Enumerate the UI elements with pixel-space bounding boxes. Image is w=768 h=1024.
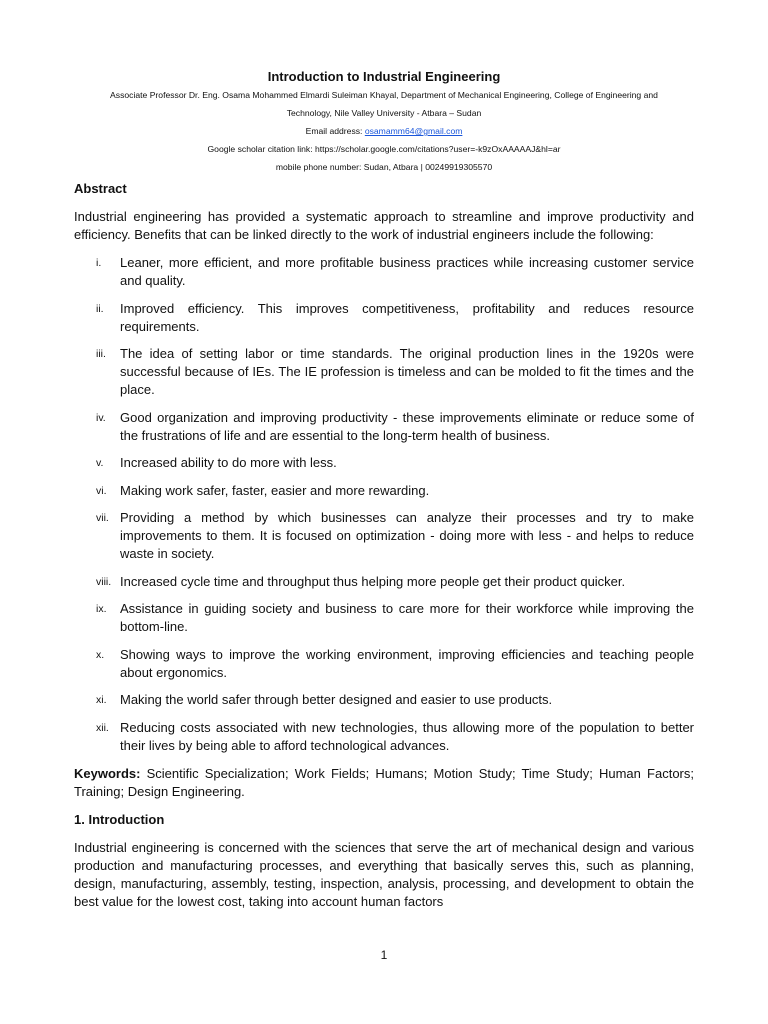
benefit-list-item — [74, 345, 694, 399]
benefit-item-text: Making the world safer through better designed and easier to use products. — [120, 692, 553, 707]
keywords-paragraph — [74, 765, 694, 801]
paper-title: Introduction to Industrial Engineering — [267, 69, 501, 84]
benefit-item-number: v. — [96, 457, 104, 469]
keywords-text: Scientific Specialization; Work Fields; Humans; Motion Study; Time Study; Human Factors; Training; Design Engineering. — [74, 765, 694, 799]
benefit-item-text: Leaner, more efficient, and more profitable business practices while increasing customer service and quality. — [120, 255, 694, 288]
benefit-list-item — [74, 454, 694, 472]
benefit-list-item — [74, 646, 694, 682]
benefit-list-item — [74, 691, 694, 709]
benefit-item-text: Increased cycle time and throughput thus helping more people get their product quicker. — [120, 573, 626, 589]
benefit-item-number: xi. — [96, 694, 107, 706]
benefit-item-text: Making work safer, faster, easier and more rewarding. — [120, 482, 430, 498]
benefit-list-item — [74, 482, 694, 500]
abstract-intro: Industrial engineering has provided a systematic approach to streamline and improve productivity and efficiency. Benefits that can be linked directly to the work of industrial engineers include the following: — [74, 209, 694, 242]
benefit-item-text: Increased ability to do more with less. — [120, 455, 337, 470]
phone-line: mobile phone number: Sudan, Atbara | 00249919305570 — [275, 162, 493, 172]
introduction-text: Industrial engineering is concerned with the sciences that serve the art of mechanical design and various production and manufacturing processes, and everything that basically serves this, such as planning, design, manufacturing, assembly, testing, inspection, analysis, processing, and development to obtain the best value for the lowest cost, taking into account human factors — [74, 839, 694, 909]
benefit-item-text: Improved efficiency. This improves competitiveness, profitability and reduces resource requirements. — [120, 300, 694, 334]
benefit-item-number: x. — [96, 648, 105, 661]
benefit-item-number: i. — [96, 257, 102, 269]
benefit-item-number: vii. — [96, 512, 109, 524]
email-line — [74, 122, 694, 140]
benefit-list-item — [74, 573, 694, 591]
benefit-item-text: The idea of setting labor or time standards. The original production lines in the 1920s were successful because of IEs. The IE profession is timeless and can be molded to fit the times and the place. — [120, 346, 694, 397]
abstract-heading: Abstract — [74, 181, 127, 196]
benefit-list-item — [74, 300, 694, 336]
benefit-item-number: iii. — [96, 348, 106, 360]
page-number: 1 — [380, 948, 388, 962]
benefits-list — [74, 254, 694, 755]
benefit-item-number: iv. — [96, 411, 106, 424]
author-affiliation-line-1: Associate Professor Dr. Eng. Osama Mohammed Elmardi Suleiman Khayal, Department of Mechanical Engineering, College of Engineering and — [110, 90, 658, 100]
benefit-item-text: Reducing costs associated with new technologies, thus allowing more of the population to better their lives by being able to afford technological advances. — [120, 719, 694, 753]
keywords-label: Keywords: — [74, 765, 141, 781]
benefit-list-item — [74, 600, 694, 636]
benefit-item-number: viii. — [96, 575, 112, 588]
benefit-item-number: vi. — [96, 484, 107, 497]
email-label: Email address: — [305, 126, 365, 136]
benefit-list-item — [74, 509, 694, 563]
benefit-list-item — [74, 254, 694, 290]
introduction-heading: 1. Introduction — [74, 811, 165, 827]
email-link[interactable]: osamamm64@gmail.com — [364, 126, 463, 136]
benefit-item-number: ix. — [96, 603, 107, 615]
benefit-item-number: ii. — [96, 302, 104, 315]
benefit-item-text: Showing ways to improve the working environment, improving efficiencies and teaching people about ergonomics. — [120, 646, 694, 680]
benefit-list-item — [74, 409, 694, 445]
scholar-link-line: Google scholar citation link: https://scholar.google.com/citations?user=-k9zOxAAAAAJ&hl=ar — [207, 144, 561, 154]
author-affiliation-line-2: Technology, Nile Valley University - Atbara – Sudan — [286, 108, 482, 118]
benefit-item-number: xii. — [96, 721, 109, 734]
benefit-item-text: Providing a method by which businesses can analyze their processes and try to make improvements to them. It is focused on optimization - doing more with less - and helps to reduce waste in society. — [120, 510, 694, 561]
benefit-item-text: Good organization and improving productivity - these improvements eliminate or reduce some of the frustrations of life and are essential to the long-term health of business. — [120, 409, 694, 443]
benefit-list-item — [74, 719, 694, 755]
benefit-item-text: Assistance in guiding society and business to care more for their workforce while improving the bottom-line. — [120, 601, 694, 634]
